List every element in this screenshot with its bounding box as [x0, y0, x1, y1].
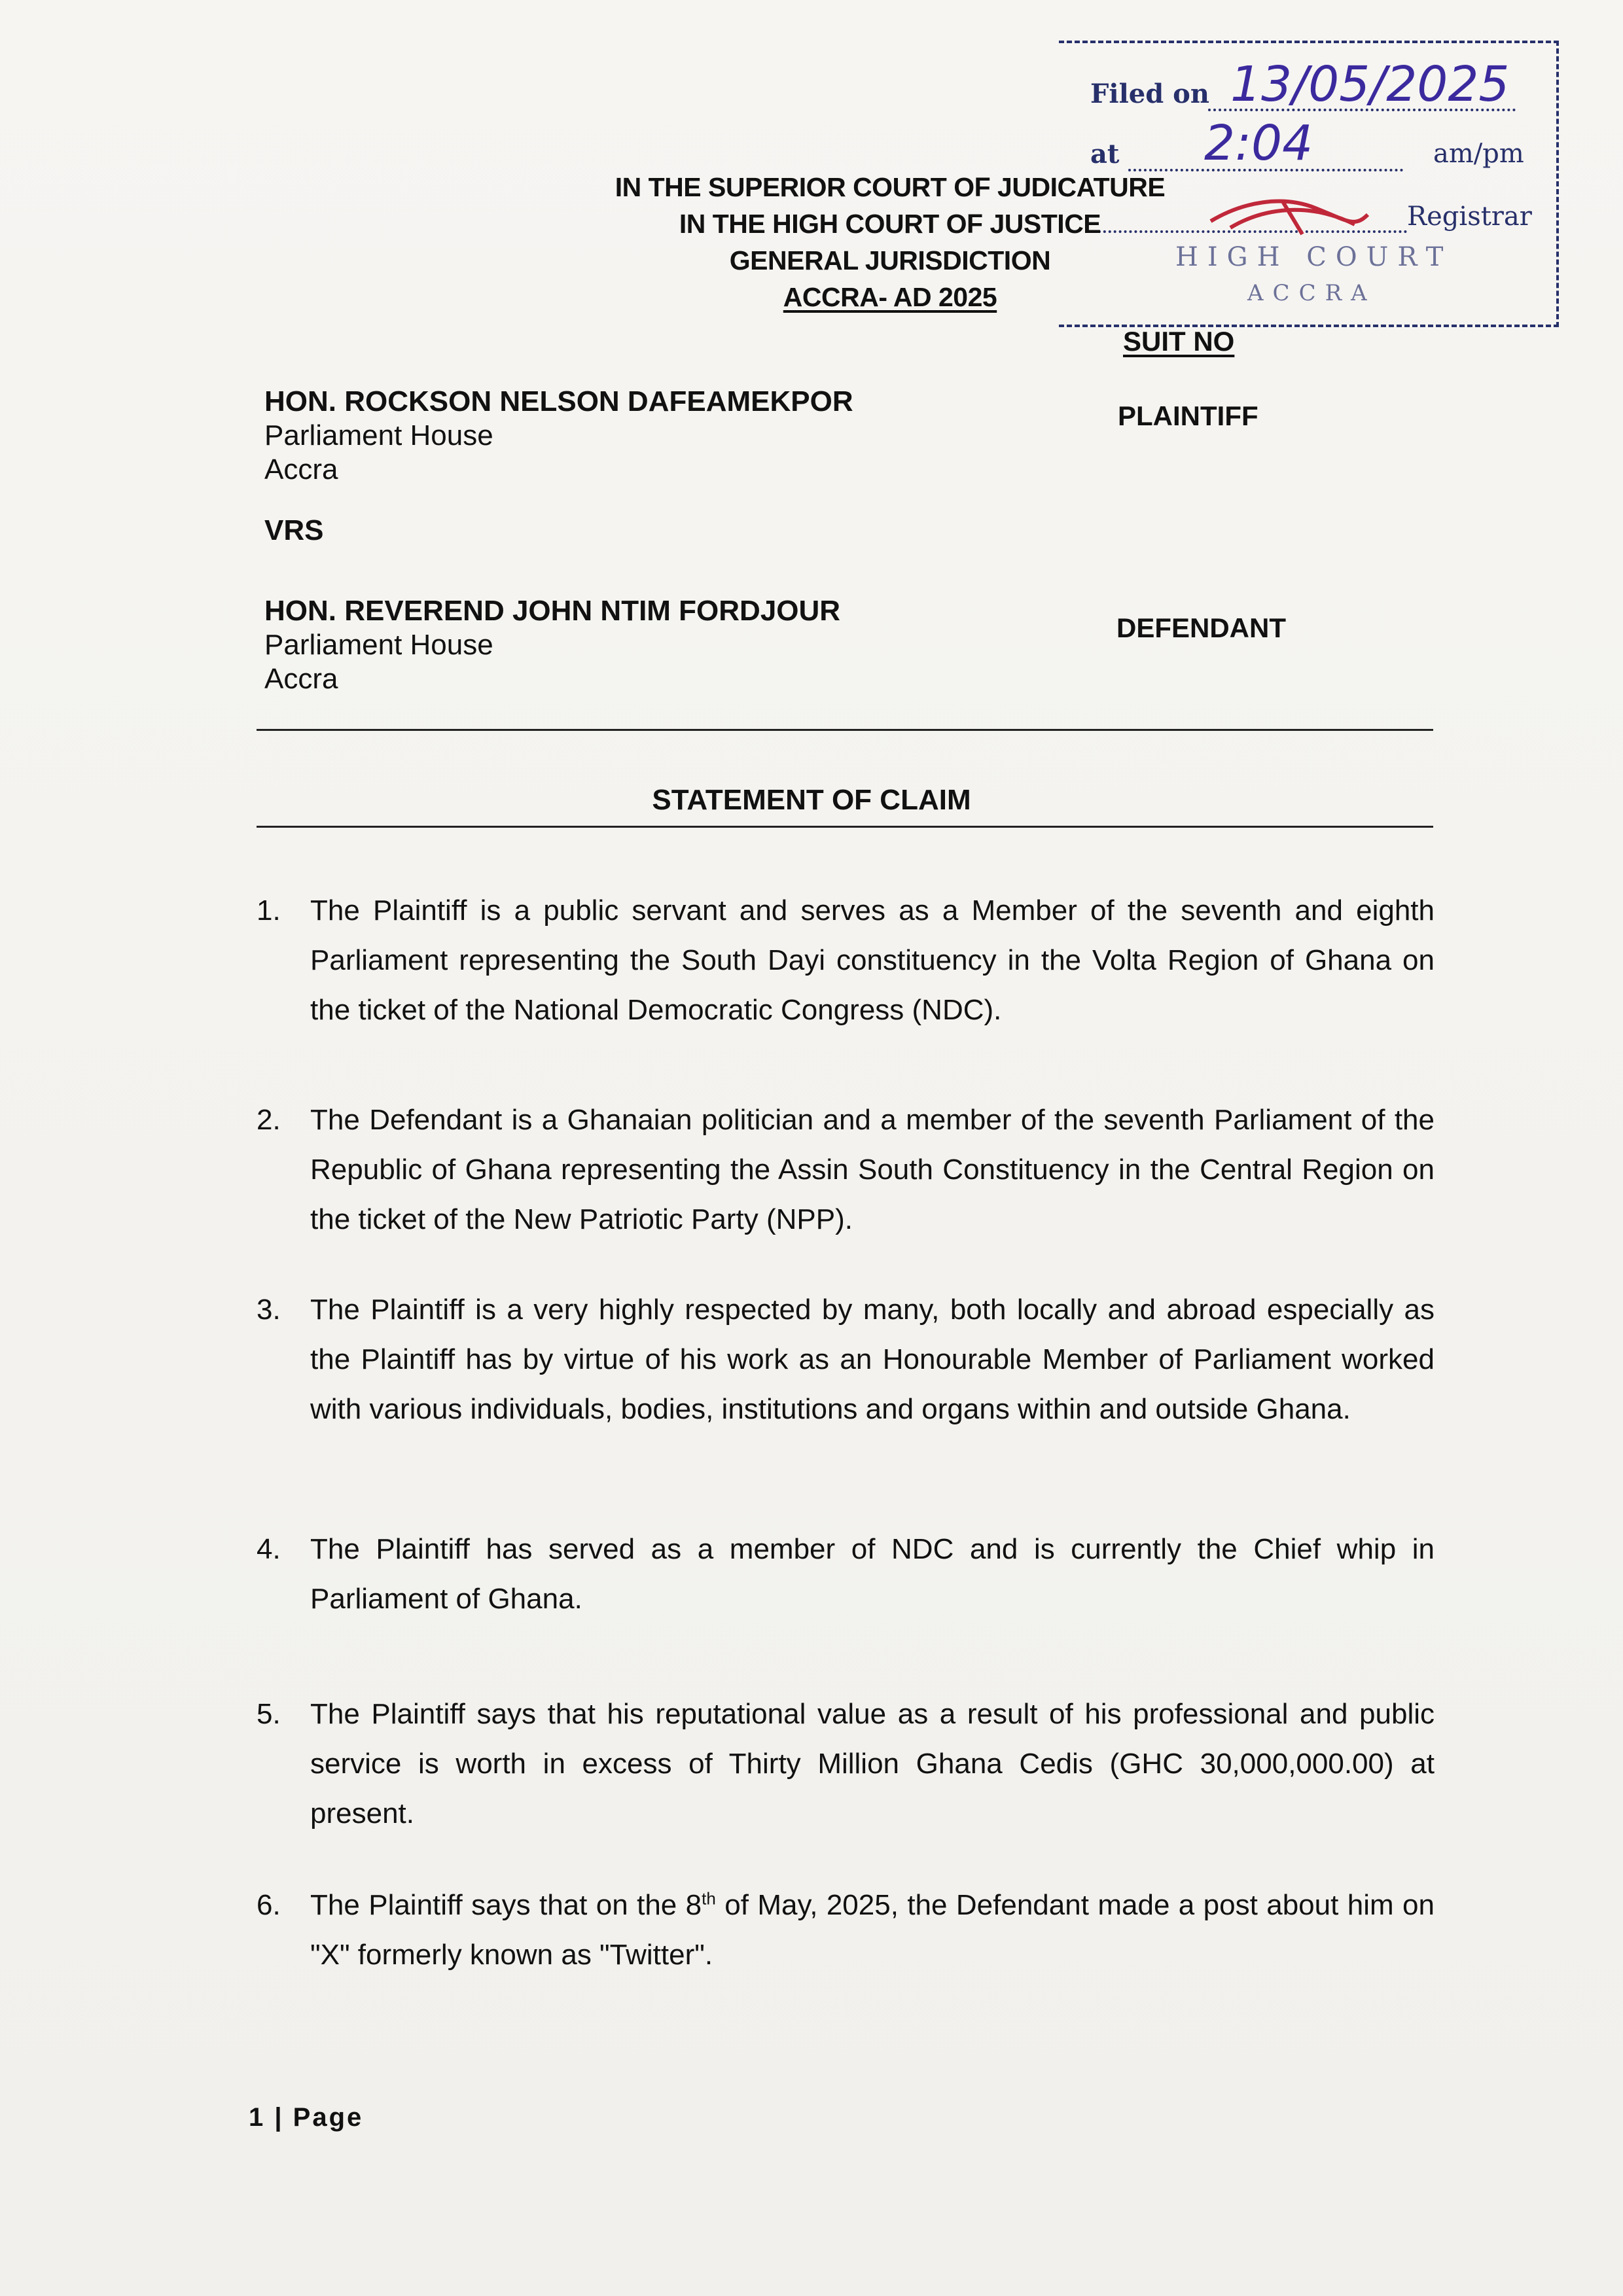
paragraph-number: 2.	[257, 1104, 281, 1136]
plaintiff-address1: Parliament House	[264, 419, 493, 451]
document-title: STATEMENT OF CLAIM	[652, 784, 971, 816]
paragraph-number: 3.	[257, 1294, 281, 1326]
paragraph-text: The Plaintiff is a public servant and serves as a Member of the seventh and eighth Parliament representing the South Dayi constituency in the Volta Region of Ghana on the ticket of the National Democratic Congress (NDC).	[310, 894, 1435, 1026]
stamp-time: 2:04	[1204, 115, 1313, 171]
paragraph-number: 5.	[257, 1698, 281, 1730]
plaintiff-role: PLAINTIFF	[1118, 400, 1258, 431]
plaintiff-name: HON. ROCKSON NELSON DAFEAMEKPOR	[264, 385, 853, 417]
stamp-am-pm-label: am/pm	[1433, 139, 1524, 169]
paragraph-text-after: of May, 2025, the Defendant made a post about him on "X" formerly known as "Twitter".	[310, 1889, 1435, 1971]
paragraph-1	[257, 886, 1435, 1035]
court-header-line2: IN THE HIGH COURT OF JUSTICE	[679, 209, 1101, 239]
stamp-high-court: HIGH COURT	[1175, 242, 1453, 272]
paragraph-number: 4.	[257, 1533, 281, 1565]
page-label: | Page	[274, 2103, 364, 2132]
versus-label: VRS	[264, 514, 324, 546]
defendant-address1: Parliament House	[264, 629, 493, 661]
paragraph-text	[310, 1881, 1435, 1980]
divider-top	[257, 729, 1433, 731]
page-number: 1	[249, 2103, 266, 2132]
paragraph-number: 1.	[257, 894, 281, 927]
page-footer	[249, 2103, 363, 2132]
defendant-name: HON. REVEREND JOHN NTIM FORDJOUR	[264, 595, 841, 627]
suit-no-label: SUIT NO	[1123, 326, 1235, 357]
court-header-line3: GENERAL JURISDICTION	[729, 245, 1051, 275]
stamp-filed-on-label: Filed on	[1090, 79, 1209, 109]
stamp-at-label: at	[1090, 139, 1120, 169]
paragraph-text-before: The Plaintiff says that on the 8	[310, 1889, 702, 1921]
defendant-block	[264, 594, 840, 696]
stamp-registrar-label: Registrar	[1407, 202, 1532, 232]
paragraph-3	[257, 1285, 1435, 1434]
defendant-role: DEFENDANT	[1116, 612, 1286, 643]
paragraph-text: The Plaintiff has served as a member of NDC and is currently the Chief whip in Parliament of Ghana.	[310, 1533, 1435, 1615]
plaintiff-block	[264, 385, 853, 487]
paragraph-5	[257, 1689, 1435, 1839]
paragraph-2	[257, 1095, 1435, 1245]
plaintiff-address2: Accra	[264, 453, 338, 486]
defendant-address2: Accra	[264, 663, 338, 695]
court-header-line4: ACCRA- AD 2025	[783, 282, 997, 312]
stamp-filed-date: 13/05/2025	[1230, 56, 1510, 113]
ordinal-suffix: th	[702, 1888, 716, 1909]
divider-bottom	[257, 826, 1433, 828]
paragraph-6	[257, 1881, 1435, 1980]
paragraph-text: The Plaintiff is a very highly respected by many, both locally and abroad especially as the Plaintiff has by virtue of his work as an Honourable Member of Parliament worked with various individuals, bodies, institutions and organs within and outside Ghana.	[310, 1294, 1435, 1425]
paragraph-text: The Defendant is a Ghanaian politician and a member of the seventh Parliament of the Republic of Ghana representing the Assin South Constituency in the Central Region on the ticket of the New Patriotic Party (NPP).	[310, 1104, 1435, 1235]
court-header	[497, 169, 1283, 315]
stamp-accra: ACCRA	[1247, 280, 1376, 306]
paragraph-4	[257, 1525, 1435, 1624]
court-header-line1: IN THE SUPERIOR COURT OF JUDICATURE	[615, 172, 1166, 202]
paragraph-text: The Plaintiff says that his reputational value as a result of his professional and public service is worth in excess of Thirty Million Ghana Cedis (GHC 30,000,000.00) at present.	[310, 1698, 1435, 1829]
paragraph-number: 6.	[257, 1889, 281, 1921]
